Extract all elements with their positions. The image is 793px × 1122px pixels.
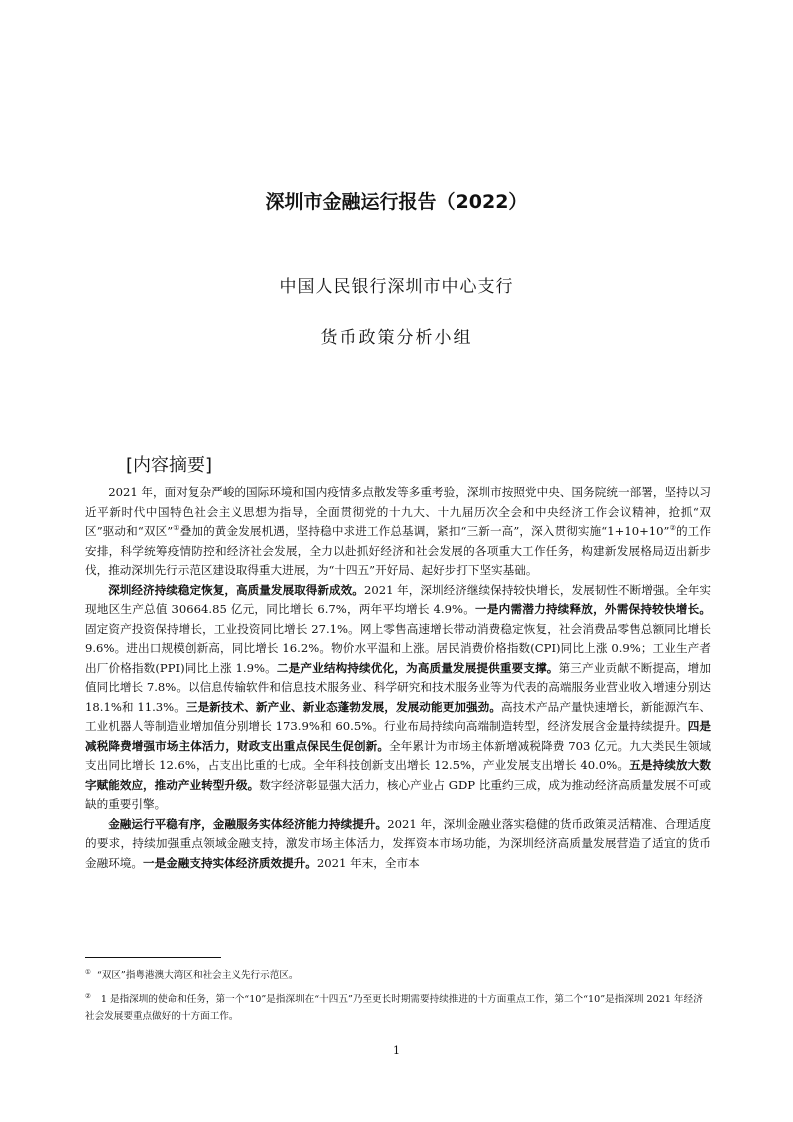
paragraph-text: 固定资产投资保持增长，工业投资同比增长 27.1%。网上零售高速增长带动消费稳定恢复，社会消费品零售总额同比增长 9.6%。进出口规模创新高，同比增长 16.2%。物价水平温和上涨。居民消费价格指数(CPI)同比上涨 0.9%；工业生产者出厂价格指数(PPI)同比上涨 1.9%。 [85,621,711,675]
paragraph-text: 第三产业贡献不断提高，增加值同比增长 7.8%。以信息传输软件和信息技术服务业、科学研究和技术服务业等为代表的高端服务业营业收入增速分别达 18.1%和 11.3%。 [85,660,711,714]
page-number: 1 [393,1044,400,1057]
bold-point: 一是金融支持实体经济质效提升。 [142,855,317,870]
report-title: 深圳市金融运行报告（2022） [265,191,528,213]
paragraph-text: 2021 年末，全市本 [316,855,420,870]
author-group: 货币政策分析小组 [320,328,473,348]
abstract-heading: [内容摘要] [126,455,213,476]
paragraph-text: 全年累计为市场主体新增减税降费 703 亿元。九大类民生领域支出同比增长 12.6%，占支出比重的七成。全年科技创新支出增长 12.5%，产业发展支出增长 40.0%。 [85,738,711,772]
author-organization: 中国人民银行深圳市中心支行 [279,277,514,297]
footnote-1 [85,964,711,984]
bold-point: 一是内需潜力持续释放，外需保持较快增长。 [475,602,711,616]
bold-point: 五是持续放大数字赋能效应，推动产业转型升级。 [85,758,711,792]
footnote-text: 1 是指深圳的使命和任务，第一个“10”是指深圳在“十四五”乃至更长时期需要持续推进的十方面重点工作，第二个“10”是指深圳 2021 年经济社会发展要重点做好的十方面工作。 [85,994,703,1023]
paragraph-text: 数字经济彰显强大活力，核心产业占 GDP 比重约三成，成为推动经济高质量发展不可或缺的重要引擎。 [85,777,711,811]
bold-point: 三是新技术、新产业、新业态蓬勃发展，发展动能更加强劲。 [185,699,501,714]
footnote-ref-2[interactable]: ② [669,524,676,533]
bold-point: 二是产业结构持续优化，为高质量发展提供重要支撑。 [276,660,559,675]
footnote-ref-1[interactable]: ① [173,524,180,533]
abstract-body [85,483,711,873]
bold-point: 四是减税降费增强市场主体活力，财政支出重点保民生促创新。 [85,719,711,753]
paragraph-text: 2021 年，深圳金融业落实稳健的货币政策灵活精准、合理适度的要求，持续加强重点领域金融支持，激发市场主体活力，发挥资本市场功能，为深圳经济高质量发展营造了适宜的货币金融环境。 [85,816,711,870]
paragraph-text: 高技术产品产量快速增长，新能源汽车、工业机器人等制造业增加值分别增长 173.9%和 60.5%。行业布局持续向高端制造转型，经济发展含金量持续提升。 [85,699,711,733]
footnote-divider [85,957,221,958]
paragraph-finance [85,815,711,874]
footnote-2 [85,988,711,1025]
paragraph-intro [85,483,711,581]
paragraph-economy [85,581,711,815]
bold-lead: 金融运行平稳有序，金融服务实体经济能力持续提升。 [108,816,388,831]
paragraph-text: 2021 年，深圳经济继续保持较快增长，发展韧性不断增强。全年实现地区生产总值 30664.85 亿元，同比增长 6.7%，两年平均增长 4.9%。 [85,582,711,616]
paragraph-text: 的工作安排，科学统筹疫情防控和经济社会发展，全力以赴抓好经济和社会发展的各项重大工作任务，构建新发展格局迈出新步伐，推动深圳先行示范区建设取得重大进展，为“十四五”开好局、起好步打下坚实基础。 [85,524,711,577]
paragraph-text: 2021 年，面对复杂严峻的国际环境和国内疫情多点散发等多重考验，深圳市按照党中央、国务院统一部署，坚持以习近平新时代中国特色社会主义思想为指导，全面贯彻党的十九大、十九届历次全会和中央经济工作会议精神，抢抓“双区”驱动和“双区” [85,485,711,538]
paragraph-text: 叠加的黄金发展机遇，坚持稳中求进工作总基调，紧扣“三新一高”，深入贯彻实施“1+10+10” [179,524,670,538]
bold-lead: 深圳经济持续稳定恢复，高质量发展取得新成效。 [108,582,364,597]
footnote-mark: ① [85,968,91,976]
footnote-text: “双区”指粤港澳大湾区和社会主义先行示范区。 [96,970,299,982]
footnote-mark: ② [85,992,91,1000]
